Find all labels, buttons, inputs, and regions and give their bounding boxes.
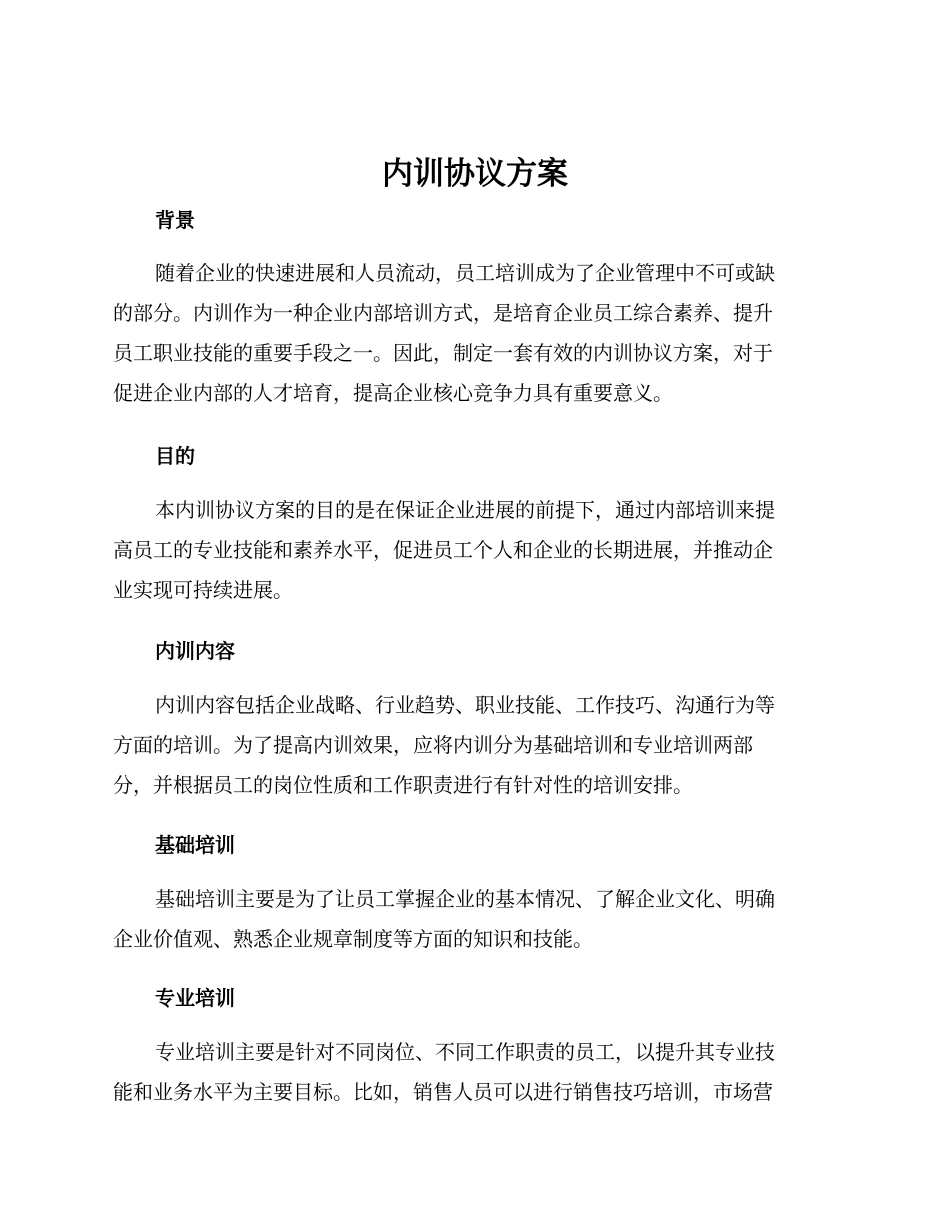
paragraph-line: 内训内容包括企业战略、行业趋势、职业技能、工作技巧、沟通行为等 <box>155 693 775 717</box>
section-heading-background: 背景 <box>155 208 195 232</box>
paragraph-line: 企业价值观、熟悉企业规章制度等方面的知识和技能。 <box>113 927 593 951</box>
paragraph-line: 专业培训主要是针对不同岗位、不同工作职责的员工，以提升其专业技 <box>155 1040 775 1064</box>
paragraph-line: 能和业务水平为主要目标。比如，销售人员可以进行销售技巧培训，市场营 <box>113 1080 773 1104</box>
paragraph-line: 的部分。内训作为一种企业内部培训方式，是培育企业员工综合素养、提升 <box>113 301 773 325</box>
section-paragraph-background <box>113 253 833 413</box>
section-heading-professional-training: 专业培训 <box>155 986 235 1010</box>
paragraph-line: 本内训协议方案的目的是在保证企业进展的前提下，通过内部培训来提 <box>155 498 775 522</box>
section-paragraph-content <box>113 685 833 805</box>
section-heading-basic-training: 基础培训 <box>155 833 235 857</box>
paragraph-line: 高员工的专业技能和素养水平，促进员工个人和企业的长期进展，并推动企 <box>113 538 773 562</box>
section-paragraph-professional-training <box>113 1032 833 1112</box>
section-heading-content: 内训内容 <box>155 639 235 663</box>
paragraph-line: 随着企业的快速进展和人员流动，员工培训成为了企业管理中不可或缺 <box>155 261 775 285</box>
section-paragraph-basic-training <box>113 879 833 959</box>
paragraph-line: 方面的培训。为了提高内训效果，应将内训分为基础培训和专业培训两部 <box>113 733 753 757</box>
section-paragraph-purpose <box>113 490 833 610</box>
paragraph-line: 促进企业内部的人才培育，提高企业核心竞争力具有重要意义。 <box>113 381 673 405</box>
paragraph-line: 员工职业技能的重要手段之一。因此，制定一套有效的内训协议方案，对于 <box>113 341 773 365</box>
paragraph-line: 分，并根据员工的岗位性质和工作职责进行有针对性的培训安排。 <box>113 773 693 797</box>
paragraph-line: 业实现可持续进展。 <box>113 578 293 602</box>
paragraph-line: 基础培训主要是为了让员工掌握企业的基本情况、了解企业文化、明确 <box>155 887 775 911</box>
section-heading-purpose: 目的 <box>155 444 195 468</box>
document-title: 内训协议方案 <box>382 156 568 192</box>
